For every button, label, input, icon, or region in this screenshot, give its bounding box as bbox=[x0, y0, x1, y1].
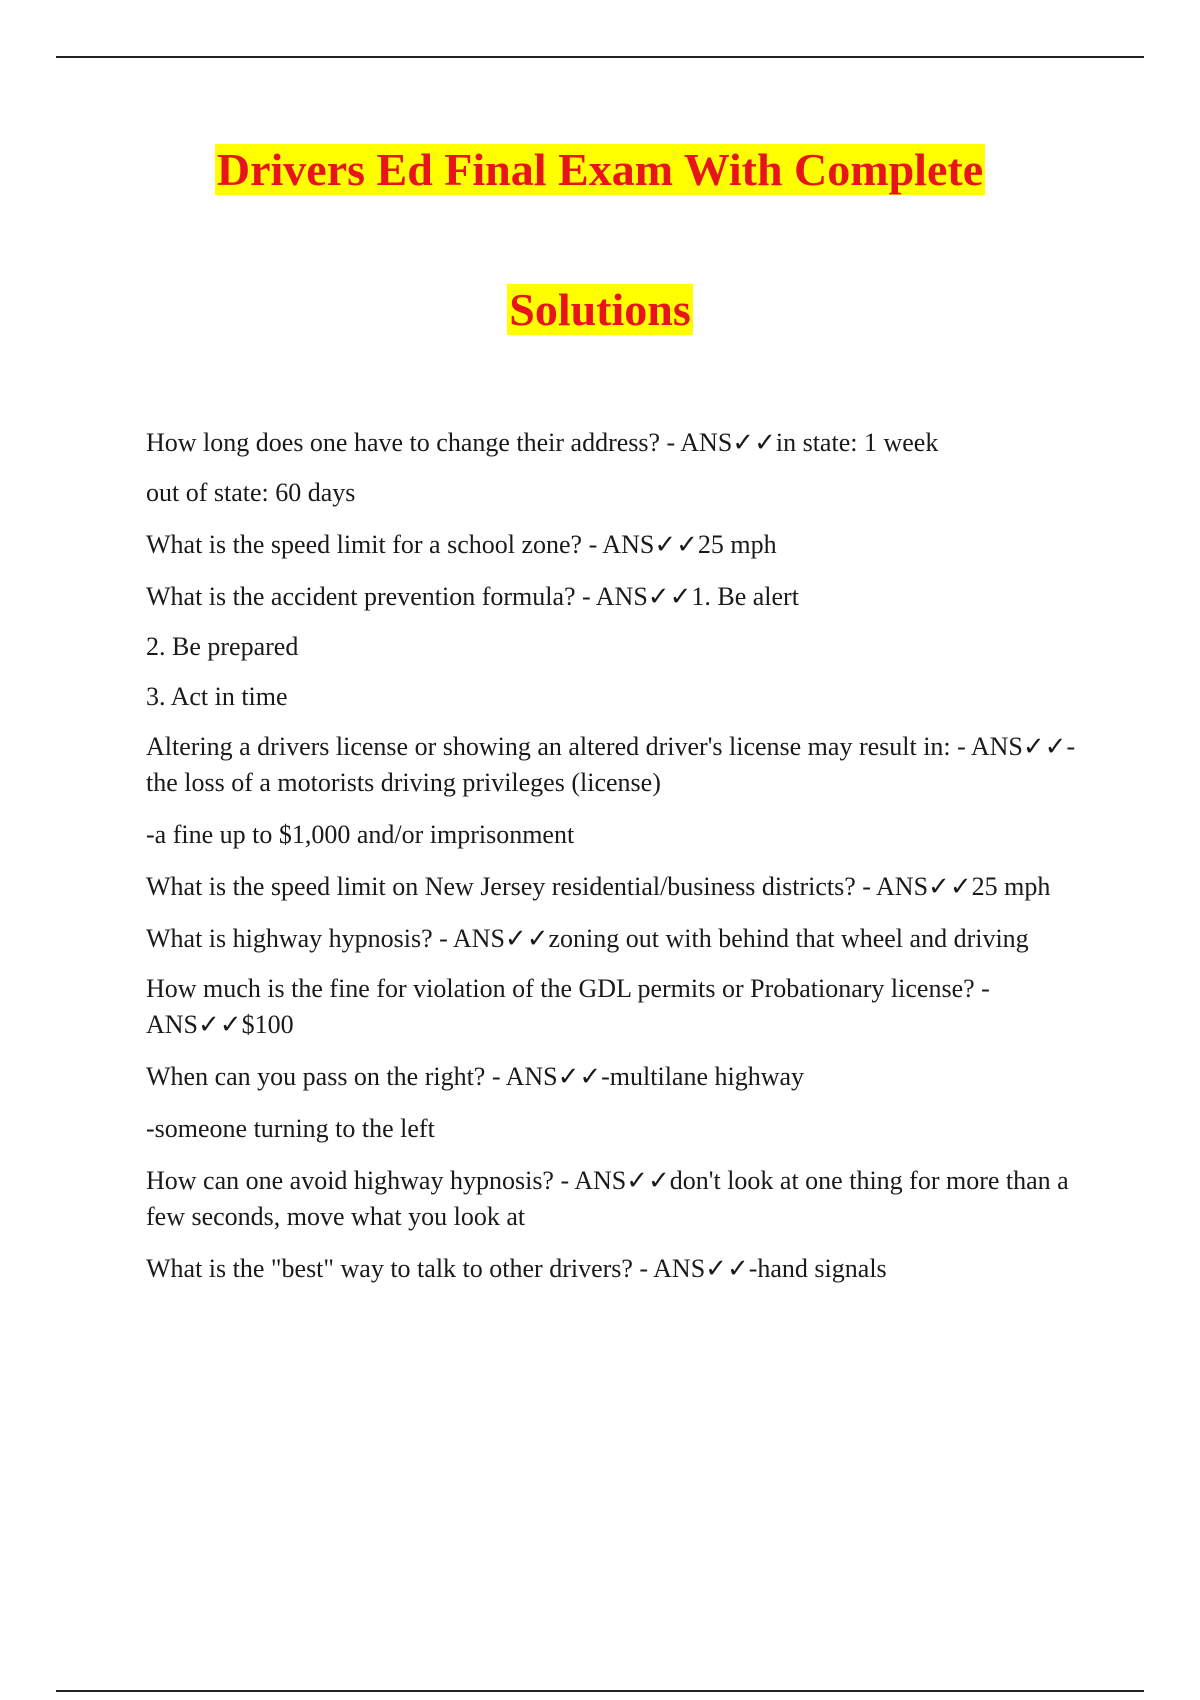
title-text-2: Solutions bbox=[509, 284, 691, 335]
title-text-1: Drivers Ed Final Exam With Complete bbox=[216, 144, 984, 195]
paragraph: What is the speed limit on New Jersey residential/business districts? - ANS✓✓25 mph bbox=[146, 872, 1051, 901]
paragraph: -someone turning to the left bbox=[146, 1114, 435, 1143]
title-line-1 bbox=[0, 140, 1200, 200]
paragraph: -a fine up to $1,000 and/or imprisonment bbox=[146, 820, 575, 849]
bottom-rule bbox=[56, 1690, 1144, 1692]
top-rule bbox=[56, 56, 1144, 58]
document-title bbox=[0, 140, 1200, 340]
paragraph: out of state: 60 days bbox=[146, 478, 356, 507]
paragraph: 2. Be prepared bbox=[146, 632, 299, 661]
paragraph: What is the "best" way to talk to other drivers? - ANS✓✓-hand signals bbox=[146, 1254, 887, 1283]
paragraph: What is the speed limit for a school zone? - ANS✓✓25 mph bbox=[146, 530, 777, 559]
paragraph: Altering a drivers license or showing an altered driver's license may result in: - ANS✓✓-the loss of a motorists driving privileges (license) bbox=[146, 732, 1076, 797]
paragraph: When can you pass on the right? - ANS✓✓-multilane highway bbox=[146, 1062, 805, 1091]
paragraph: 3. Act in time bbox=[146, 682, 288, 711]
paragraph: What is highway hypnosis? - ANS✓✓zoning out with behind that wheel and driving bbox=[146, 924, 1029, 953]
paragraph: How can one avoid highway hypnosis? - ANS✓✓don't look at one thing for more than a few seconds, move what you look at bbox=[146, 1166, 1069, 1231]
qa-content bbox=[146, 425, 1076, 1287]
title-line-2 bbox=[0, 280, 1200, 340]
paragraph: How much is the fine for violation of the GDL permits or Probationary license? - ANS✓✓$100 bbox=[146, 974, 990, 1039]
paragraph: What is the accident prevention formula? - ANS✓✓1. Be alert bbox=[146, 582, 799, 611]
paragraph: How long does one have to change their address? - ANS✓✓in state: 1 week bbox=[146, 428, 939, 457]
